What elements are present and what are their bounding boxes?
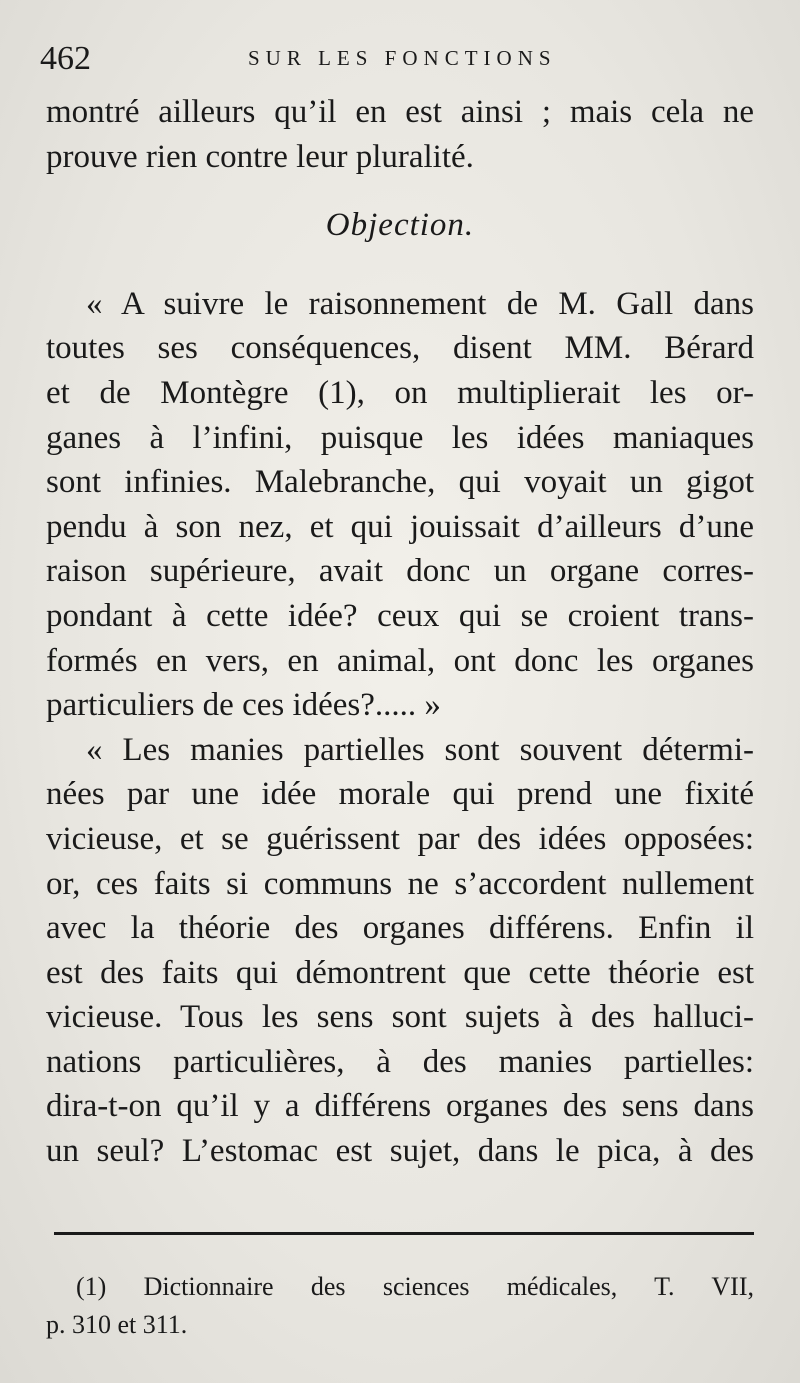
text-line: et de Montègre (1), on multiplierait les or- xyxy=(46,374,754,411)
page-header xyxy=(38,40,758,84)
text-line: sont infinies. Malebranche, qui voyait un gigot xyxy=(46,464,754,501)
text-line: particuliers de ces idées?..... » xyxy=(46,687,441,724)
text-line: pendu à son nez, et qui jouissait d’ailleurs d’une xyxy=(46,508,754,545)
text-line: pondant à cette idée? ceux qui se croient trans- xyxy=(46,597,754,634)
text-line: nations particulières, à des manies partielles: xyxy=(46,1043,754,1080)
text-line: ganes à l’infini, puisque les idées maniaques xyxy=(46,419,754,456)
footnote-line: (1) Dictionnaire des sciences médicales, T. VII, xyxy=(76,1272,754,1301)
text-line: « A suivre le raisonnement de M. Gall dans xyxy=(86,285,754,322)
text-line: vicieuse, et se guérissent par des idées opposées: xyxy=(46,820,754,857)
text-line: avec la théorie des organes différens. Enfin il xyxy=(46,910,754,947)
text-line: un seul? L’estomac est sujet, dans le pica, à des xyxy=(46,1133,754,1170)
running-title: SUR LES FONCTIONS xyxy=(248,46,557,70)
section-heading: Objection. xyxy=(325,207,475,244)
text-line: formés en vers, en animal, ont donc les organes xyxy=(46,642,754,679)
text-line: montré ailleurs qu’il en est ainsi ; mais cela ne xyxy=(46,94,754,130)
text-line: vicieuse. Tous les sens sont sujets à des halluci- xyxy=(46,999,754,1036)
text-line: « Les manies partielles sont souvent détermi- xyxy=(86,731,754,768)
page-number: 462 xyxy=(40,40,91,77)
footnote xyxy=(46,1268,754,1344)
text-line: or, ces faits si communs ne s’accordent nullement xyxy=(46,865,754,902)
text-line: prouve rien contre leur pluralité. xyxy=(46,138,474,175)
footnote-separator xyxy=(54,1232,754,1235)
text-line: toutes ses conséquences, disent MM. Bérard xyxy=(46,330,754,367)
footnote-line: p. 310 et 311. xyxy=(46,1310,188,1339)
text-line: dira-t-on qu’il y a différens organes des sens dans xyxy=(46,1088,754,1125)
text-line: est des faits qui démontrent que cette théorie est xyxy=(46,954,754,991)
main-text xyxy=(46,90,754,1174)
text-line: nées par une idée morale qui prend une fixité xyxy=(46,776,754,813)
text-line: raison supérieure, avait donc un organe corres- xyxy=(46,553,754,590)
